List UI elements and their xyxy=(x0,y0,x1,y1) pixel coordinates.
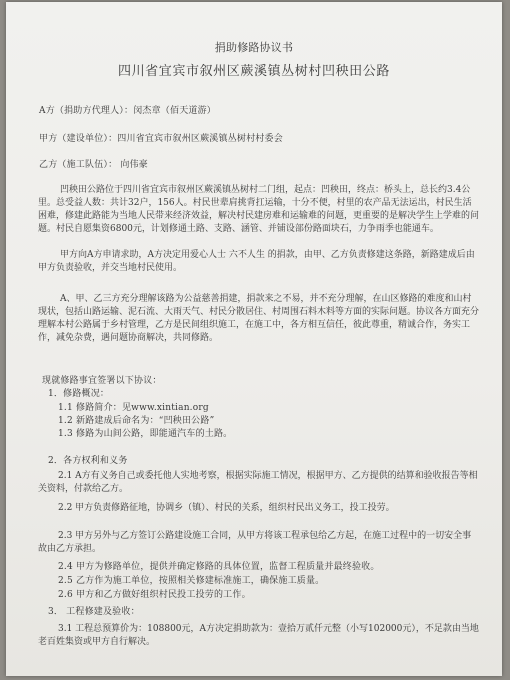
section-1-heading: 1．修路概况： xyxy=(48,389,110,399)
document-subtitle: 四川省宜宾市叙州区蕨溪镇丛树村凹秧田公路 xyxy=(117,64,390,79)
party-a-line: A方（捐助方代理人）：闵杰章（佰天道游） xyxy=(39,106,217,116)
party-jia-line: 甲方（建设单位）：四川省宜宾市叙州区蕨溪镇丛树村村委会 xyxy=(39,134,283,144)
paragraph-understanding: A、甲、乙三方充分理解该路为公益慈善捐建，捐款来之不易，并不充分理解，在山区修路的难度和山村现状，包括山路运输、泥石流、大雨天气、村民分散居住、村周围石料木料等方面的实际问题。协议各方面充分理解本村公路属于乡村管理，乙方是民间组织施工，在施工中，各方相互信任，彼此尊重，精诚合作，务实工作，减免杂费，遇问题协商解决，共同修路。 xyxy=(38,294,480,343)
section-intro: 现就修路事宜签署以下协议： xyxy=(42,376,162,386)
paragraph-road-background: 凹秧田公路位于四川省宜宾市叙州区蕨溪镇丛树村二门组，起点：凹秧田，终点：桥头上，总长约3.4公里。总受益人数：共计32户，156人。村民世辈肩挑背扛运输，十分不便，村里的农产品无法运出，村民生活困难，修建此路能为当地人民带来经济效益，解决村民建房难和运输难的问题，更重要的是解决学生上学难的问题。村民自愿集资6800元，计划修通土路、支路、涵管、并铺设部份路面块石，力争雨季也能通车。 xyxy=(38,185,480,234)
section-2-3: 2.3 甲方另外与乙方签订公路建设施工合同，从甲方将该工程承包给乙方起，在施工过程中的一切安全事故由乙方承担。 xyxy=(38,531,472,554)
section-3-1: 3.1 工程总预算价为：108800元，A方决定捐助款为：壹拾万贰仟元整（小写102000元），不足款由当地老百姓集资或甲方自行解决。 xyxy=(38,624,479,647)
section-2-1: 2.1 A方有义务自己或委托他人实地考察，根据实际施工情况，根据甲方、乙方提供的结算和验收报告等相关资料，付款给乙方。 xyxy=(38,471,478,494)
section-3-heading: 3． 工程修建及验收： xyxy=(48,607,140,617)
section-2-heading: 2．各方权利和义务 xyxy=(48,456,128,466)
document-page xyxy=(6,2,502,676)
section-2-2: 2.2 甲方负责修路征地，协调乡（镇）、村民的关系，组织村民出义务工，投工投劳。 xyxy=(58,503,395,513)
party-yi-line: 乙方（施工队伍）： 向伟豪 xyxy=(39,160,148,170)
section-2-6: 2.6 甲方和乙方做好组织村民投工投劳的工作。 xyxy=(58,590,251,600)
paragraph-request: 甲方向A方申请求助，A方决定用爱心人士 六不人生 的捐款，由甲、乙方负责修建这条路，新路建成后由甲方负责验收，并交当地村民使用。 xyxy=(38,250,475,273)
section-2-5: 2.5 乙方作为施工单位，按照相关修建标准施工，确保施工质量。 xyxy=(58,576,325,586)
document-title: 捐助修路协议书 xyxy=(214,41,294,54)
section-1-2: 1.2 新路建成后命名为：“凹秧田公路” xyxy=(58,416,215,426)
section-1-3: 1.3 修路为山间公路，即能通汽车的土路。 xyxy=(58,429,233,439)
section-1-1: 1.1 修路简介：见www.xintian.org xyxy=(58,403,209,413)
section-2-4: 2.4 甲方为修路单位，提供并确定修路的具体位置，监督工程质量并最终验收。 xyxy=(58,562,380,572)
